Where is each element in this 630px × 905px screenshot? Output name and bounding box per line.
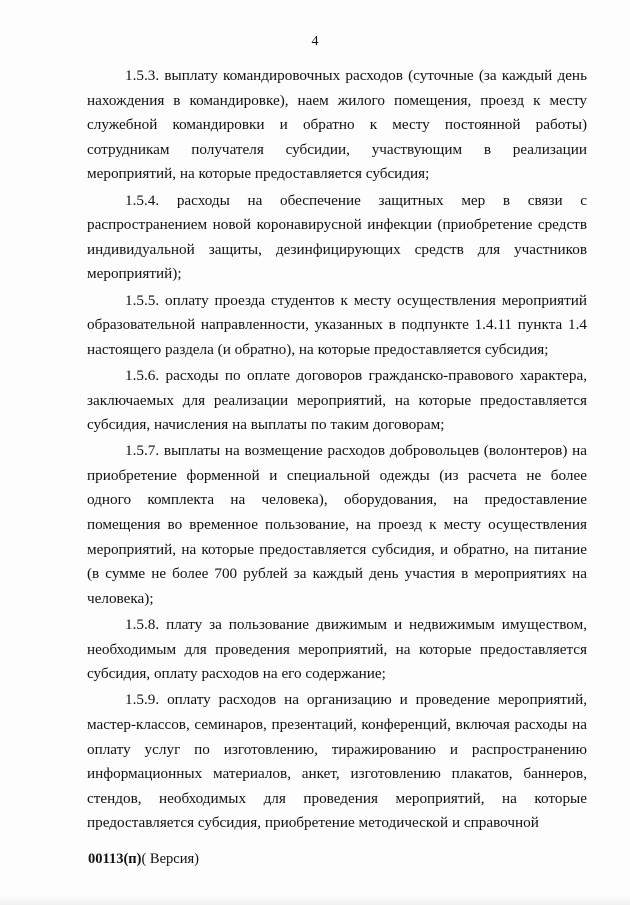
paragraph-1-5-3: 1.5.3. выплату командировочных расходов (суточные (за каждый день нахождения в командировке), наем жилого помещения, проезд к месту служебной командировки и обратно к месту постоянной работы) сотрудникам получателя субсидии, участвующим в реализации мероприятий, на которые предоставляется субсидия; (87, 67, 587, 183)
scan-edge-shadow (0, 895, 630, 905)
document-version: ( Версия) (141, 851, 199, 867)
paragraph-1-5-6: 1.5.6. расходы по оплате договоров гражданско-правового характера, заключаемых для реализации мероприятий, на которые предоставляется субсидия, начисления на выплаты по таким договорам; (87, 366, 587, 434)
document-body (87, 64, 587, 838)
document-code: 00113(п) (88, 851, 142, 867)
paragraph-1-5-7: 1.5.7. выплаты на возмещение расходов добровольцев (волонтеров) на приобретение форменной и специальной одежды (из расчета не более одного комплекта на человека), оборудования, на предоставление помещения во временное пользование, на проезд к месту осуществления мероприятий, на которые предоставляется субсидия, и обратно, на питание (в сумме не более 700 рублей за каждый день участия в мероприятиях на человека); (87, 442, 587, 607)
document-code-footer (88, 851, 199, 868)
paragraph-1-5-4: 1.5.4. расходы на обеспечение защитных мер в связи с распространением новой коронавирусной инфекции (приобретение средств индивидуальной защиты, дезинфицирующих средств для участников мероприятий); (87, 191, 587, 283)
paragraph-1-5-9: 1.5.9. оплату расходов на организацию и проведение мероприятий, мастер-классов, семинаров, презентаций, конференций, включая расходы на оплату услуг по изготовлению, тиражированию и распространению информационных материалов, анкет, изготовлению плакатов, баннеров, стендов, необходимых для проведения мероприятий, на которые предоставляется субсидия, приобретение методической и справочной (87, 691, 587, 832)
paragraph-1-5-5: 1.5.5. оплату проезда студентов к месту осуществления мероприятий образовательной направленности, указанных в подпункте 1.4.11 пункта 1.4 настоящего раздела (и обратно), на которые предоставляется субсидия; (87, 291, 587, 358)
page-number: 4 (311, 34, 319, 49)
paragraph-1-5-8: 1.5.8. плату за пользование движимым и недвижимым имуществом, необходимым для проведения мероприятий, на которые предоставляется субсидия, оплату расходов на его содержание; (87, 616, 587, 683)
